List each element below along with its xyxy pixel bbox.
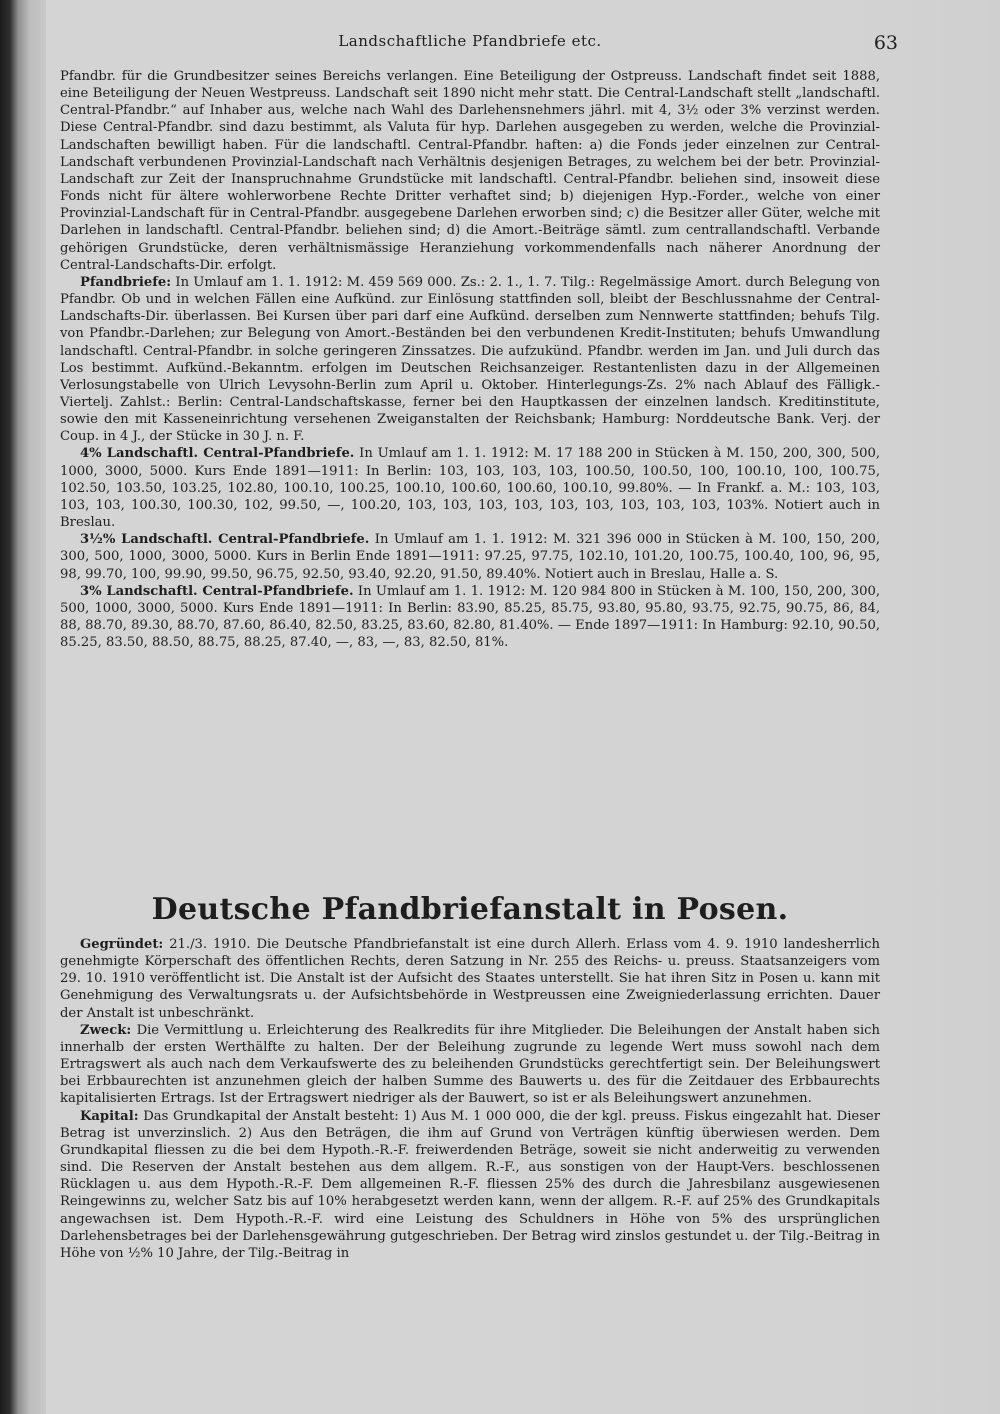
gegruendet-text: 21./3. 1910. Die Deutsche Pfandbriefanstalt ist eine durch Allerh. Erlass vom 4. 9. 1910 landesherrlich genehmigte Körperschaft des öffentlichen Rechts, deren Satzung in Nr. 255 des Reichs- u. preuss. Staatsanzeigers vom 29. 10. 1910 veröffentlicht ist. Die Anstalt ist der Aufsicht des Staates unterstellt. Sie hat ihren Sitz in Posen u. kann mit Genehmigung des Verwaltungsrats u. der Aufsichtsbehörde in Westpreussen eine Zweigniederlassung errichten. Dauer der Anstalt ist unbeschränkt. [60, 937, 880, 1021]
pfandbriefe-paragraph [60, 274, 880, 446]
three-percent-label: 3% Landschaftl. Central-Pfandbriefe. [80, 583, 354, 599]
three-percent-paragraph [60, 583, 880, 652]
zweck-text: Die Vermittlung u. Erleichterung des Realkredits für ihre Mitglieder. Die Beleihungen der Anstalt haben sich innerhalb der ersten Werthälfte zu halten. Der der Beleihung zugrunde zu legende Wert muss sowohl nach dem Ertragswert als auch nach dem Verkaufswerte des zu beleihenden Grundstücks gerechtfertigt sein. Der Beleihungswert bei Erbbaurechten ist anzunehmen gleich der halben Summe des Bauwerts u. des für die Zeitdauer des Erbbaurechts kapitalisierten Ertrags. Ist der Ertragswert niedriger als der Bauwert, so ist er als Beleihungswert anzunehmen. [60, 1022, 880, 1107]
kapital-text: Das Grundkapital der Anstalt besteht: 1) Aus M. 1 000 000, die der kgl. preuss. Fiskus eingezahlt hat. Dieser Betrag ist unverzinslich. 2) Aus den Beträgen, die ihm auf Grund von Verträgen künftig überwiesen werden. Dem Grundkapital fliessen zu die bei dem Hypoth.-R.-F. freiwerdenden Beträge, soweit sie nicht anderweitig zu verwenden sind. Die Reserven der Anstalt bestehen aus dem allgem. R.-F., aus sonstigen von der Haupt-Vers. beschlossenen Rücklagen u. aus dem Hypoth.-R.-F. Dem allgemeinen R.-F. fliessen 25% des durch die Jahresbilanz ausgewiesenen Reingewinns zu, welcher Satz bis auf 10% herabgesetzt werden kann, wenn der allgem. R.-F. auf 25% des Grundkapitals angewachsen ist. Dem Hypoth.-R.-F. wird eine Leistung des Schuldners in Höhe von 5% des ursprünglichen Darlehensbetrages bei der Darlehensgewährung gutgeschrieben. Der Betrag wird zinslos gestundet u. der Tilg.-Beitrag in Höhe von ½% 10 Jahre, der Tilg.-Beitrag in [60, 1108, 880, 1261]
section-heading: Deutsche Pfandbriefanstalt in Posen. [151, 892, 789, 927]
three-half-percent-text: In Umlauf am 1. 1. 1912: M. 321 396 000 in Stücken à M. 100, 150, 200, 300, 500, 1000, 3000, 5000. Kurs in Berlin Ende 1891—1911: 97.25, 97.75, 102.10, 101.20, 100.75, 100.40, 100, 96, 95, 98, 99.70, 100, 99.90, 99.50, 96.75, 92.50, 93.40, 92.20, 91.50, 89.40%. Notiert auch in Breslau, Halle a. S. [60, 532, 881, 582]
pfandbriefe-label: Pfandbriefe: [80, 274, 172, 290]
page-number: 63 [873, 32, 898, 54]
running-head [60, 28, 898, 54]
book-spine-shadow [0, 0, 46, 1414]
three-half-percent-label: 3½% Landschaftl. Central-Pfandbriefe. [80, 532, 370, 548]
gegruendet-label: Gegründet: [80, 937, 164, 952]
four-percent-paragraph [60, 445, 880, 531]
pfandbriefe-text: In Umlauf am 1. 1. 1912: M. 459 569 000. Zs.: 2. 1., 1. 7. Tilg.: Regelmässige Amort. durch Belegung von Pfandbr. Ob und in welchen Fällen eine Aufkünd. zur Einlösung stattfinden soll, bleibt der Beschlussnahme der Central-Landschafts-Dir. überlassen. Bei Kursen über pari darf eine Aufkünd. derselben zum Nennwerte stattfinden; behufs Tilg. von Pfandbr.-Darlehen; zur Belegung von Amort.-Beständen bei den verbundenen Kredit-Instituten; behufs Umwandlung landschaftl. Central-Pfandbr. in solche geringeren Zinssatzes. Die aufzukünd. Pfandbr. werden im Jan. und Juli durch das Los bestimmt. Aufkünd.-Bekanntm. erfolgen im Deutschen Reichsanzeiger. Restantenlisten dazu in der Allgemeinen Verlosungstabelle von Ulrich Levysohn-Berlin zum April u. Oktober. Hinterlegungs-Zs. 2% nach Ablauf des Fälligk.-Viertelj. Zahlst.: Berlin: Central-Landschaftskasse, ferner bei den Hauptkassen der einzelnen landsch. Kreditinstitute, sowie den mit Kasseneinrichtung versehenen Zweiganstalten der Reichsbank; Hamburg: Norddeutsche Bank. Verj. der Coup. in 4 J., der Stücke in 30 J. n. F. [60, 274, 880, 445]
zweck-paragraph [60, 1022, 880, 1108]
intro-paragraph: Pfandbr. für die Grundbesitzer seines Bereichs verlangen. Eine Beteiligung der Ostpreuss. Landschaft findet seit 1888, eine Beteiligung der Neuen Westpreuss. Landschaft seit 1890 nicht mehr statt. Die Central-Landschaft stellt „landschaftl. Central-Pfandbr.“ auf Inhaber aus, welche nach Wahl des Darlehensnehmers jährl. mit 4, 3½ oder 3% verzinst werden. Diese Central-Pfandbr. sind dazu bestimmt, als Valuta für hyp. Darlehen ausgegeben zu werden, welche die Provinzial-Landschaften bewilligt haben. Für die landschaftl. Central-Pfandbr. haften: a) die Fonds jeder einzelnen zur Central-Landschaft verbundenen Provinzial-Landschaft nach Verhältnis desjenigen Betrages, zu welchem bei der betr. Provinzial-Landschaft zur Zeit der Inanspruchnahme Grundstücke mit landschaftl. Central-Pfandbr. beliehen sind, insoweit diese Fonds nicht für ältere wohlerworbene Rechte Dritter verhaftet sind; b) diejenigen Hyp.-Forder., welche von einer Provinzial-Landschaft für in Central-Pfandbr. ausgegebene Darlehen erworben sind; c) die Besitzer aller Güter, welche mit Darlehen in landschaftl. Central-Pfandbr. beliehen sind; d) die Amort.-Beiträge sämtl. zum centrallandschaftl. Verbande gehörigen Grundstücke, deren verhältnismässige Heranziehung vorkommendenfalls nach näherer Anordnung der Central-Landschafts-Dir. erfolgt. [60, 69, 880, 273]
central-landschaft-section [60, 68, 880, 651]
four-percent-label: 4% Landschaftl. Central-Pfandbriefe. [80, 446, 355, 462]
running-title: Landschaftliche Pfandbriefe etc. [338, 32, 602, 50]
three-percent-text: In Umlauf am 1. 1. 1912: M. 120 984 800 in Stücken à M. 100, 150, 200, 300, 500, 1000, 3000, 5000. Kurs Ende 1891—1911: In Berlin: 83.90, 85.25, 85.75, 93.80, 95.80, 93.75, 92.75, 90.75, 86, 84, 88, 88.70, 89.30, 88.70, 87.60, 86.40, 82.50, 83.25, 83.60, 82.80, 81.40%. — Ende 1897—1911: In Hamburg: 92.10, 90.50, 85.25, 83.50, 88.50, 88.75, 88.25, 87.40, —, 83, —, 83, 82.50, 81%. [60, 583, 880, 651]
pfandbriefanstalt-section [60, 936, 880, 1262]
three-half-percent-paragraph [60, 531, 880, 582]
kapital-paragraph [60, 1108, 880, 1262]
zweck-label: Zweck: [80, 1022, 132, 1038]
four-percent-text: In Umlauf am 1. 1. 1912: M. 17 188 200 in Stücken à M. 150, 200, 300, 500, 1000, 3000, 5000. Kurs Ende 1891—1911: In Berlin: 103, 103, 103, 103, 100.50, 100.50, 100, 100.10, 100, 100.75, 102.50, 103.50, 103.25, 102.80, 100.10, 100.25, 100.10, 100.60, 100.60, 100.10, 99.80%. — In Frankf. a. M.: 103, 103, 103, 103, 100.30, 100.30, 102, 99.50, —, 100.20, 103, 103, 103, 103, 103, 103, 103, 103, 103, 103%. Notiert auch in Breslau. [60, 446, 881, 531]
kapital-label: Kapital: [80, 1108, 139, 1124]
gegruendet-paragraph [60, 936, 880, 1022]
